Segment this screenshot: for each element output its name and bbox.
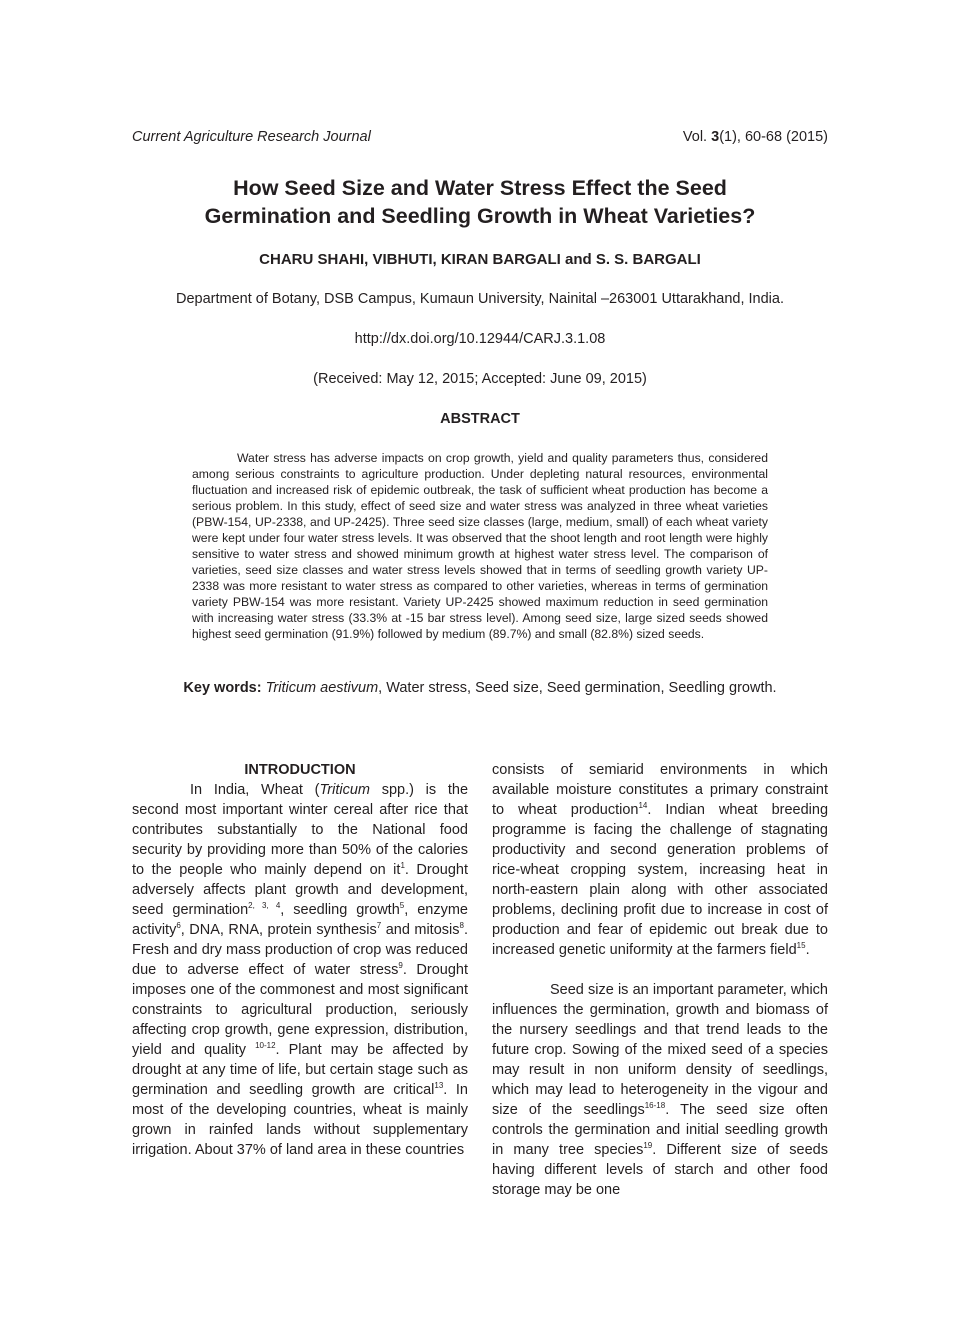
citation: 2, 3, 4 [248, 901, 281, 910]
intro-paragraph-2: consists of semiarid environments in which available moisture constitutes a primary constraint to wheat production$^{14}$. Indian wheat breeding programme is facing the challenge of stagnating productivity and second generation problems of rice-wheat cropping system, increasing heat in north-eastern plain along with other associated problems, declining profit due to increase in cost of production and fear of epidemic out break due to increased genetic uniformity at the farmers field$^{15}$. [492, 762, 829, 958]
citation: 16-18 [644, 1101, 666, 1110]
received-dates: (Received: May 12, 2015; Accepted: June 09, 2015) [313, 371, 647, 387]
doi-link[interactable]: http://dx.doi.org/10.12944/CARJ.3.1.08 [354, 331, 606, 347]
paper-title [100, 174, 860, 230]
citation: 1 [400, 861, 405, 870]
volume-suffix: (1), 60-68 (2015) [719, 129, 828, 145]
citation: 10-12 [255, 1041, 276, 1050]
left-column [132, 760, 468, 1160]
volume-number: 3 [711, 129, 720, 145]
title-line-1: How Seed Size and Water Stress Effect the Seed [233, 176, 727, 200]
citation: 7 [376, 921, 382, 930]
abstract-text: Water stress has adverse impacts on crop growth, yield and quality parameters thus, considered among serious constraints to agriculture production. Under depleting natural resources, environmental fluctuation and increased risk of epidemic outbreak, the task of sufficient wheat production has become a serious problem. In this study, effect of seed size and water stress was analyzed in three wheat varieties (PBW-154, UP-2338, and UP-2425). Three seed size classes (large, medium, small) of each wheat variety were kept under four water stress levels. It was observed that the shoot length and root length were highly sensitive to water stress and showed minimum growth at highest water stress level. The comparison of varieties, seed size classes and water stress levels showed that in terms of seedling growth variety UP-2338 was more resistant to water stress as compared to other varieties, whereas in terms of germination variety PBW-154 was more resistant. Variety UP-2425 showed maximum reduction in seed germination with increasing water stress (33.3% at -15 bar stress level). Among seed size, large sized seeds showed highest seed germination (91.9%) followed by medium (89.7%) and small (82.8%) sized seeds. [192, 451, 768, 641]
citation: 9 [398, 961, 403, 970]
citation: 15 [796, 941, 806, 950]
volume-info [683, 129, 828, 145]
right-column [492, 760, 828, 1200]
keywords [100, 680, 860, 696]
journal-name: Current Agriculture Research Journal [132, 129, 371, 145]
intro-paragraph-1: In India, Wheat (Triticum spp.) is the second most important winter cereal after rice that contributes substantially to the National food security by providing more than 50% of the calories to the people who mainly depend on $it^1$. Drought adversely affects plant growth and development, seed germination$^{2, 3, 4}$, seedling growth$^5$, enzyme activity$^6$, DNA, RNA, protein synthesis$^7$ and mitosis$^8$. Fresh and dry mass production of crop was reduced due to adverse effect of water stress$^9$. Drought imposes one of the commonest and most significant constraints to agricultural production, seriously affecting crop growth, gene expression, distribution, yield and quality $^{10-12}$. Plant may be affected by drought at any time of life, but certain stage such as germination and seedling growth are critical$^{13}$. In most of the developing countries, wheat is mainly grown in rainfed lands without supplementary irrigation. About 37% of land area in these countries [132, 782, 469, 1158]
affiliation: Department of Botany, DSB Campus, Kumaun University, Nainital –263001 Uttarakhand, India. [176, 291, 784, 307]
keywords-list: , Water stress, Seed size, Seed germination, Seedling growth. [378, 680, 777, 696]
citation: 14 [638, 801, 648, 810]
citation: 19 [643, 1141, 653, 1150]
citation: 8 [459, 921, 464, 930]
running-header [132, 129, 828, 149]
intro-paragraph-3: Seed size is an important parameter, which influences the germination, growth and biomass of the nursery seedlings and that trend leads to the future crop. Sowing of the mixed seed of a species may result in non uniform density of seedlings, which may lead to heterogeneity in the vigour and size of the seedlings$^{16-18}$. The seed size often controls the germination and initial seedling growth in many tree species$^{19}$. Different size of seeds having different levels of starch and other food storage may be one [492, 982, 828, 1198]
citation: 5 [399, 901, 405, 910]
citation: 13 [434, 1081, 444, 1090]
keywords-label: Key words: [183, 680, 262, 696]
abstract-heading: ABSTRACT [440, 411, 520, 427]
volume-prefix: Vol. [682, 129, 712, 145]
introduction-heading: INTRODUCTION [244, 762, 356, 778]
authors: CHARU SHAHI, VIBHUTI, KIRAN BARGALI and S. S. BARGALI [259, 251, 701, 268]
citation: 6 [176, 921, 181, 930]
title-line-2: Germination and Seedling Growth in Wheat Varieties? [204, 204, 756, 228]
keywords-species: Triticum aestivum [265, 680, 379, 696]
